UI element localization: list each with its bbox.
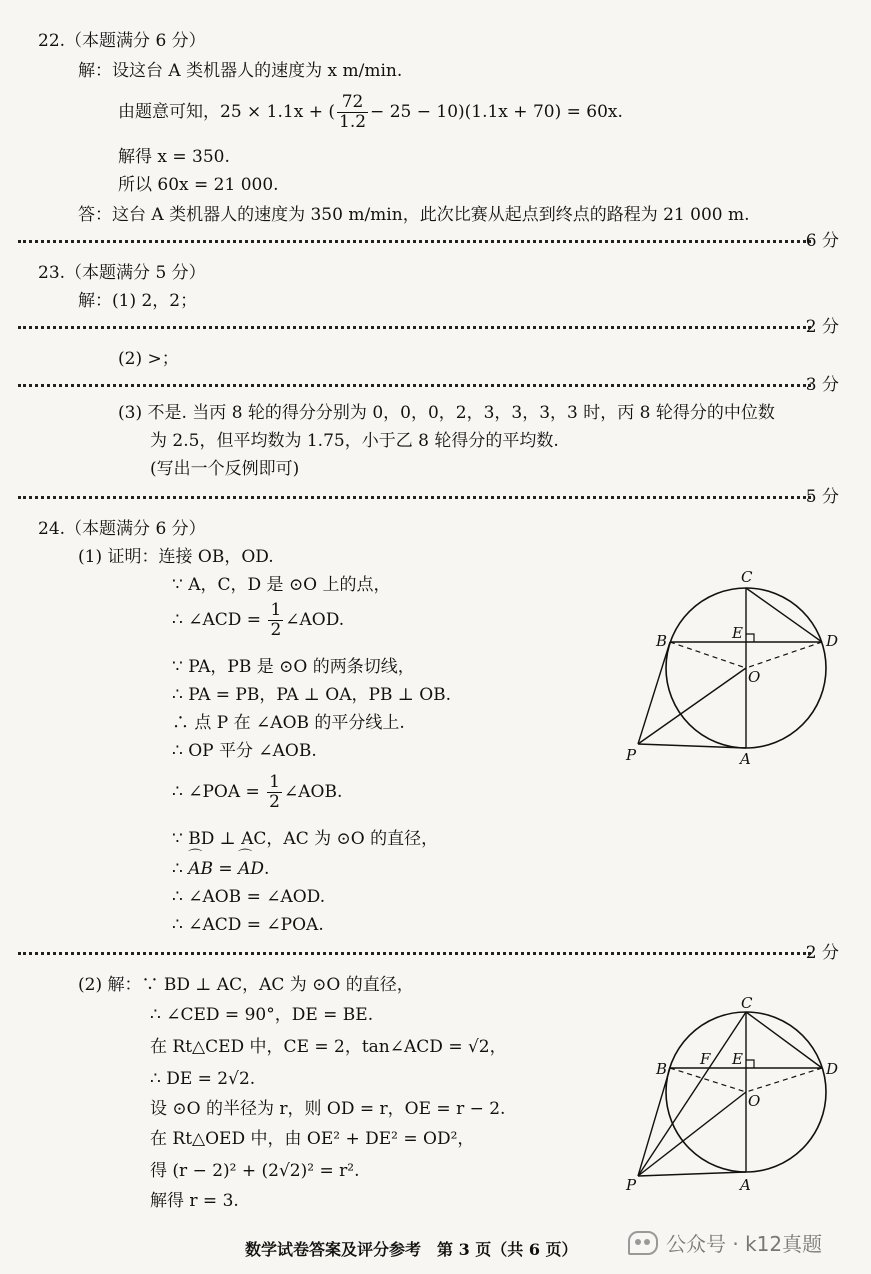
q24-score-1: 2 分 — [805, 943, 839, 963]
watermark-text: 公众号 · k12真题 — [666, 1232, 823, 1256]
half-den: 2 — [269, 792, 280, 812]
q24-p1-line: ∴ 点 P 在 ∠AOB 的平分线上. — [172, 713, 405, 733]
arc-eq: = — [218, 859, 233, 879]
q24-p1-line: ∵ BD ⊥ AC，AC 为 ⊙O 的直径， — [172, 829, 439, 849]
half-num: 1 — [270, 600, 282, 620]
segment-po — [638, 1092, 746, 1176]
half-fraction — [268, 601, 283, 640]
q24-p1-line: ∵ PA，PB 是 ⊙O 的两条切线， — [172, 657, 415, 677]
q24-p1-line: ∴ ∠AOB = ∠AOD. — [172, 887, 326, 907]
geometry-figure-2 — [620, 994, 850, 1194]
q22-frac-num: 72 — [337, 93, 368, 113]
arc-ad-label: AD — [238, 859, 264, 879]
label-p: P — [626, 1176, 637, 1194]
arc-ab-label: AB — [188, 859, 214, 879]
geometry-figure-1 — [620, 566, 850, 776]
wechat-icon — [628, 1231, 658, 1255]
page-footer: 数学试卷答案及评分参考 第 3 页（共 6 页） — [245, 1240, 578, 1259]
segment-cd — [746, 1012, 822, 1068]
tangent-pb — [638, 1068, 670, 1176]
half-fraction — [267, 773, 282, 812]
dotted-leader — [18, 326, 811, 329]
label-a: A — [740, 750, 751, 768]
label-c: C — [741, 994, 753, 1012]
dotted-leader — [18, 496, 811, 499]
q23-score-3: 5 分 — [805, 487, 839, 507]
q24-p2-line: 解得 r = 3. — [150, 1191, 239, 1211]
tangent-pb — [638, 642, 670, 744]
q24-p1-line: (1) 证明：连接 OB，OD. — [78, 547, 274, 567]
arc-ab — [188, 858, 213, 880]
label-c: C — [741, 568, 753, 586]
q24-p1-frac-line — [172, 600, 344, 640]
segment-po — [638, 668, 746, 744]
q24-arc-line — [172, 858, 269, 880]
label-b: B — [656, 632, 668, 650]
q22-equation — [118, 92, 623, 132]
q24-p2-line: 在 Rt△CED 中，CE = 2，tan∠ACD = √2， — [150, 1037, 507, 1057]
label-d: D — [826, 632, 839, 650]
segment-cd — [746, 588, 822, 642]
label-d: D — [826, 1060, 839, 1078]
dotted-leader — [18, 952, 811, 955]
label-f: F — [700, 1050, 711, 1068]
half-den: 2 — [270, 620, 282, 640]
q22-header: 22.（本题满分 6 分） — [38, 31, 206, 51]
watermark — [628, 1228, 822, 1257]
q24-p2-line: 在 Rt△OED 中，由 OE² + DE² = OD²， — [150, 1129, 475, 1149]
arc-therefore: ∴ — [172, 859, 183, 879]
label-o: O — [748, 1092, 761, 1110]
right-angle-mark — [746, 634, 754, 642]
q22-eq-left: 由题意可知，25 × 1.1x + ( — [118, 102, 335, 122]
q22-answer: 答：这台 A 类机器人的速度为 350 m/min，此次比赛从起点到终点的路程为 21 000 m. — [78, 205, 750, 225]
q23-part-1: 解：(1) 2，2； — [78, 291, 198, 311]
q23-score-2: 3 分 — [805, 375, 839, 395]
q22-line-1: 解：设这台 A 类机器人的速度为 x m/min. — [78, 61, 403, 81]
q22-score: 6 分 — [805, 231, 839, 251]
dotted-leader — [18, 240, 811, 243]
q22-line-4: 所以 60x = 21 000. — [118, 175, 279, 195]
q22-fraction — [337, 93, 368, 132]
q23-part-3-cont: 为 2.5，但平均数为 1.75，小于乙 8 轮得分的平均数. — [150, 431, 559, 451]
dotted-leader — [18, 384, 811, 387]
label-o: O — [748, 668, 761, 686]
q24-f2-post: ∠AOB. — [284, 782, 343, 802]
q23-header: 23.（本题满分 5 分） — [38, 263, 206, 283]
q24-f2-pre: ∴ ∠POA = — [172, 782, 260, 802]
q23-score-1: 2 分 — [805, 317, 839, 337]
q24-p1-line: ∴ ∠ACD = ∠POA. — [172, 915, 324, 935]
label-p: P — [626, 746, 637, 764]
q24-p2-line: ∴ DE = 2√2. — [150, 1069, 256, 1089]
segment-ob — [670, 642, 746, 668]
q24-header: 24.（本题满分 6 分） — [38, 519, 206, 539]
tangent-pa — [638, 1172, 746, 1176]
q24-p1-line: ∵ A，C，D 是 ⊙O 上的点， — [172, 575, 391, 595]
q23-part-3: (3) 不是. 当丙 8 轮的得分分别为 0，0，0，2，3，3，3，3 时，丙 8 轮得分的中位数 — [118, 403, 775, 423]
q23-note: (写出一个反例即可) — [150, 459, 300, 479]
segment-od — [746, 1068, 822, 1092]
q24-p1-frac-line — [172, 772, 342, 812]
q24-p1-line: ∴ OP 平分 ∠AOB. — [172, 741, 317, 761]
label-b: B — [656, 1060, 668, 1078]
q22-line-3: 解得 x = 350. — [118, 147, 230, 167]
label-a: A — [740, 1176, 751, 1194]
q22-frac-den: 1.2 — [339, 112, 367, 132]
q22-eq-right: − 25 − 10)(1.1x + 70) = 60x. — [370, 102, 623, 122]
half-num: 1 — [269, 772, 280, 792]
q24-f1-pre: ∴ ∠ACD = — [172, 610, 262, 630]
q24-p2-line: ∴ ∠CED = 90°，DE = BE. — [150, 1005, 374, 1025]
q24-f1-post: ∠AOD. — [285, 610, 345, 630]
q24-p2-line: (2) 解：∵ BD ⊥ AC，AC 为 ⊙O 的直径， — [78, 975, 414, 995]
label-e: E — [732, 624, 743, 642]
q23-part-2: (2) >； — [118, 349, 179, 369]
q24-p1-line: ∴ PA = PB，PA ⊥ OA，PB ⊥ OB. — [172, 685, 452, 705]
arc-end: . — [264, 859, 270, 879]
segment-ob — [670, 1068, 746, 1092]
right-angle-mark — [746, 1060, 754, 1068]
q24-p2-line: 设 ⊙O 的半径为 r，则 OD = r，OE = r − 2. — [150, 1099, 506, 1119]
label-e: E — [732, 1050, 743, 1068]
segment-od — [746, 642, 822, 668]
q24-p2-line: 得 (r − 2)² + (2√2)² = r². — [150, 1161, 360, 1181]
arc-ad — [238, 858, 264, 880]
